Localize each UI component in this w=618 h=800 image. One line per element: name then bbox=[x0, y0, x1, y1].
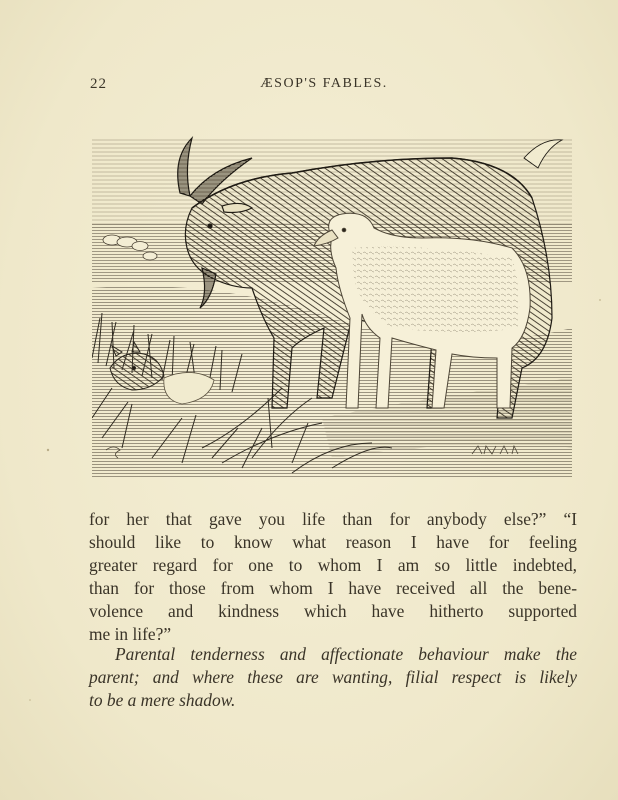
body-line: than for those from whom I have received all the bene- bbox=[89, 578, 577, 598]
moral-line: Parental tenderness and affectionate behaviour make the bbox=[115, 644, 577, 664]
engraving-illustration bbox=[92, 118, 572, 478]
body-line: volence and kindness which have hitherto supported bbox=[89, 601, 577, 621]
fable-moral bbox=[89, 643, 577, 712]
moral-line: to be a mere shadow. bbox=[89, 690, 236, 710]
body-line: for her that gave you life than for anybody else?” “I bbox=[89, 509, 577, 529]
body-paragraph bbox=[89, 508, 577, 646]
moral-line: parent; and where these are wanting, filial respect is likely bbox=[89, 667, 577, 687]
body-line: greater regard for one to whom I am so little indebted, bbox=[89, 555, 577, 575]
page-number: 22 bbox=[90, 76, 107, 92]
body-line: me in life?” bbox=[89, 624, 172, 644]
body-line: should like to know what reason I have for feeling bbox=[89, 532, 577, 552]
running-head: ÆSOP'S FABLES. bbox=[260, 76, 388, 91]
